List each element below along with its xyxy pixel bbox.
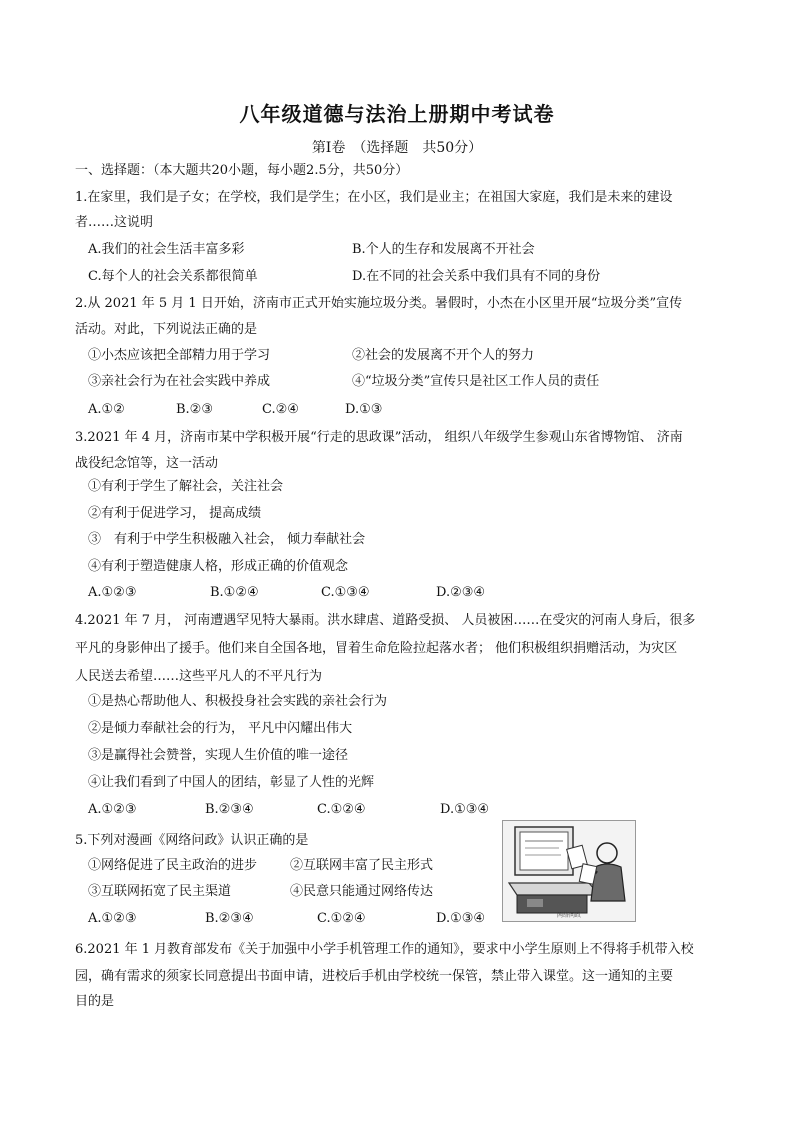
- question-1-option-b: B.个人的生存和发展离不开社会: [352, 242, 535, 257]
- cartoon-caption: 网络问政: [556, 912, 581, 919]
- question-2-statement-3: ③亲社会行为在社会实践中养成: [88, 374, 271, 389]
- question-3-option-a: A.①②③: [88, 585, 137, 600]
- question-5-option-d: D.①③④: [436, 911, 486, 926]
- question-1-stem: 1.在家里，我们是子女；在学校，我们是学生；在小区，我们是业主；在祖国大家庭，我们是未来的建设: [75, 190, 673, 205]
- question-6-stem-cont-1: 园，确有需求的须家长同意提出书面申请，进校后手机由学校统一保管，禁止带入课堂。这一通知的主要: [75, 969, 674, 984]
- question-2-option-d: D.①③: [345, 402, 383, 417]
- question-4-option-b: B.②③④: [205, 802, 254, 817]
- question-4-stem: 4.2021 年 7 月， 河南遭遇罕见特大暴雨。洪水肆虐、道路受损、 人员被困……在受灾的河南人身后，很多: [75, 613, 696, 628]
- question-5-statement-1: ①网络促进了民主政治的进步: [88, 858, 258, 873]
- question-3-statement-2: ②有利于促进学习， 提高成绩: [88, 506, 262, 521]
- question-4-statement-1: ①是热心帮助他人、积极投身社会实践的亲社会行为: [88, 694, 388, 709]
- question-1-option-a: A.我们的社会生活丰富多彩: [88, 242, 245, 257]
- question-5-statement-3: ③互联网拓宽了民主渠道: [88, 884, 232, 899]
- question-2-statement-2: ②社会的发展离不开个人的努力: [352, 348, 535, 363]
- question-5-option-c: C.①②④: [317, 911, 366, 926]
- question-1-stem-cont: 者……这说明: [75, 215, 154, 230]
- question-3-option-d: D.②③④: [436, 585, 486, 600]
- question-1-option-c: C.每个人的社会关系都很简单: [88, 269, 258, 284]
- question-2-stem: 2.从 2021 年 5 月 1 日开始，济南市正式开始实施垃圾分类。暑假时，小杰在小区里开展“垃圾分类”宣传: [75, 296, 683, 311]
- question-6-stem-cont-2: 目的是: [75, 994, 115, 1009]
- section-subtitle: 第Ⅰ卷 （选择题 共50分）: [311, 140, 483, 156]
- question-4-statement-3: ③是赢得社会赞誉，实现人生价值的唯一途径: [88, 748, 349, 763]
- question-2-option-a: A.①②: [88, 402, 125, 417]
- question-2-statement-1: ①小杰应该把全部精力用于学习: [88, 348, 271, 363]
- question-3-statement-3: ③ 有利于中学生积极融入社会， 倾力奉献社会: [88, 532, 366, 547]
- question-2-stem-cont: 活动。对此，下列说法正确的是: [75, 322, 258, 337]
- page-title: 八年级道德与法治上册期中考试卷: [239, 102, 555, 126]
- cartoon-drawing: [503, 821, 635, 921]
- question-4-option-d: D.①③④: [440, 802, 490, 817]
- question-2-option-b: B.②③: [176, 402, 213, 417]
- question-3-statement-1: ①有利于学生了解社会，关注社会: [88, 479, 284, 494]
- question-3-option-c: C.①③④: [321, 585, 370, 600]
- cartoon-illustration: [502, 820, 636, 922]
- question-3-option-b: B.①②④: [210, 585, 259, 600]
- question-6-stem: 6.2021 年 1 月教育部发布《关于加强中小学手机管理工作的通知》，要求中小学生原则上不得将手机带入校: [75, 942, 694, 957]
- question-4-option-a: A.①②③: [88, 802, 137, 817]
- question-5-option-a: A.①②③: [88, 911, 137, 926]
- question-4-stem-cont-2: 人民送去希望……这些平凡人的不平凡行为: [75, 669, 323, 684]
- question-3-stem: 3.2021 年 4 月，济南市某中学积极开展“行走的思政课”活动， 组织八年级学生参观山东省博物馆、 济南: [75, 430, 683, 445]
- question-5-statement-2: ②互联网丰富了民主形式: [290, 858, 434, 873]
- question-3-statement-4: ④有利于塑造健康人格，形成正确的价值观念: [88, 559, 349, 574]
- section-heading: 一、选择题：（本大题共20小题，每小题2.5分，共50分）: [75, 163, 409, 178]
- question-2-statement-4: ④“垃圾分类”宣传只是社区工作人员的责任: [352, 374, 600, 389]
- question-4-option-c: C.①②④: [317, 802, 366, 817]
- question-4-statement-4: ④让我们看到了中国人的团结，彰显了人性的光辉: [88, 775, 375, 790]
- question-4-statement-2: ②是倾力奉献社会的行为， 平凡中闪耀出伟大: [88, 721, 353, 736]
- question-1-option-d: D.在不同的社会关系中我们具有不同的身份: [352, 269, 601, 284]
- question-5-option-b: B.②③④: [205, 911, 254, 926]
- question-4-stem-cont-1: 平凡的身影伸出了援手。他们来自全国各地，冒着生命危险拉起落水者； 他们积极组织捐赠活动，为灾区: [75, 641, 678, 656]
- question-2-option-c: C.②④: [262, 402, 299, 417]
- question-3-stem-cont: 战役纪念馆等，这一活动: [75, 456, 219, 471]
- question-5-stem: 5.下列对漫画《网络问政》认识正确的是: [75, 833, 309, 848]
- question-5-statement-4: ④民意只能通过网络传达: [290, 884, 434, 899]
